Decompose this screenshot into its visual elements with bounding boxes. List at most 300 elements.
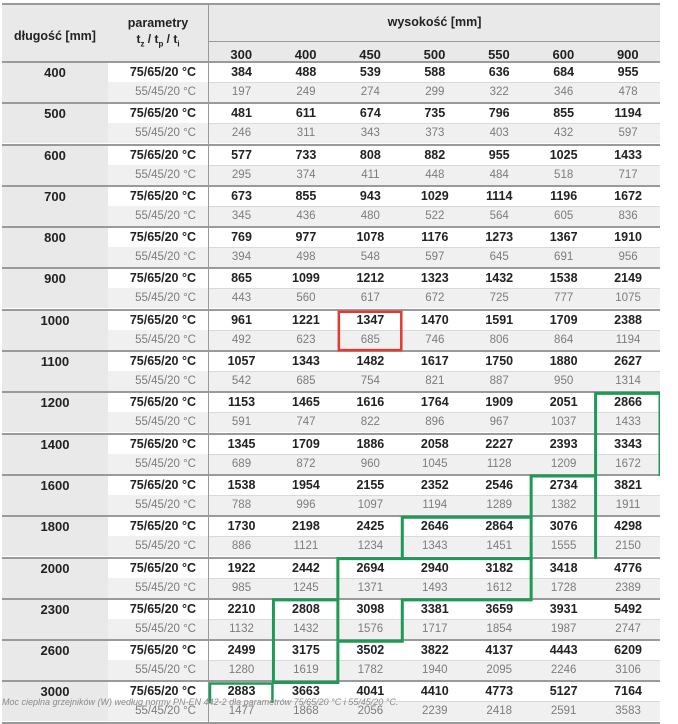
- value-cell-secondary: 864: [554, 333, 574, 346]
- value-cell-primary: 955: [488, 147, 510, 162]
- value-cell-secondary: 522: [425, 209, 445, 222]
- param-secondary: 55/45/20 °C: [108, 578, 208, 598]
- value-cell-primary: 808: [359, 147, 381, 162]
- value-cell-primary: 2546: [485, 477, 514, 492]
- value-cell-secondary: 1194: [615, 333, 641, 346]
- value-cell-secondary: 605: [554, 209, 574, 222]
- value-cell-secondary: 956: [618, 251, 638, 264]
- value-cell-secondary: 1612: [486, 581, 513, 594]
- value-cell-primary: 4776: [614, 560, 642, 575]
- value-cell-secondary: 345: [231, 209, 252, 222]
- length-cell-bg: [2, 536, 108, 556]
- value-cell-primary: 1709: [292, 436, 320, 451]
- value-cell-primary: 3822: [420, 643, 449, 658]
- value-cell-secondary: 197: [231, 86, 252, 98]
- value-cell-secondary: 1854: [486, 622, 513, 635]
- param-secondary: 55/45/20 °C: [108, 412, 208, 432]
- value-cell-primary: 2058: [420, 436, 449, 451]
- value-cell-secondary: 1576: [357, 622, 384, 635]
- length-cell: 2000: [2, 559, 108, 578]
- value-cell-secondary: 1619: [293, 664, 319, 677]
- table-row-group: [2, 63, 660, 104]
- value-cell-secondary: 597: [618, 127, 638, 140]
- value-cell-primary: 1482: [356, 354, 385, 369]
- value-cell-secondary: 1782: [357, 664, 384, 677]
- value-cell-secondary: 1132: [229, 622, 254, 635]
- value-cell-secondary: 249: [296, 86, 316, 98]
- height-column-600: 600: [552, 47, 575, 62]
- value-cell-primary: 2694: [356, 560, 385, 575]
- value-cell-secondary: 1209: [550, 457, 577, 470]
- length-cell: 1800: [2, 517, 108, 536]
- param-primary: 75/65/20 °C: [129, 188, 196, 203]
- value-cell-secondary: 1280: [228, 664, 255, 677]
- value-cell-secondary: 2056: [357, 705, 384, 718]
- value-cell-secondary: 2389: [615, 581, 641, 594]
- length-cell-bg: [2, 82, 108, 102]
- value-cell-secondary: 1194: [422, 498, 448, 511]
- value-cell-primary: 1273: [485, 230, 514, 245]
- value-cell-primary: 1057: [227, 354, 256, 369]
- value-cell-secondary: 1314: [615, 375, 641, 388]
- length-cell-bg: [2, 454, 108, 474]
- value-cell-primary: 3931: [549, 601, 578, 616]
- value-cell-secondary: 403: [489, 127, 509, 140]
- value-cell-primary: 2227: [485, 436, 514, 451]
- value-cell-secondary: 478: [618, 86, 638, 98]
- value-cell-secondary: 394: [231, 251, 252, 264]
- value-cell-primary: 3502: [356, 643, 385, 658]
- table-row-group: [2, 517, 660, 558]
- table-row-group: [2, 476, 660, 517]
- value-cell-primary: 1730: [227, 519, 256, 534]
- length-cell-bg: [2, 660, 108, 680]
- value-cell-primary: 796: [488, 106, 510, 121]
- value-cell-secondary: 597: [425, 251, 445, 264]
- value-cell-primary: 1886: [356, 436, 385, 451]
- param-secondary: 55/45/20 °C: [108, 619, 208, 639]
- value-cell-primary: 2425: [356, 519, 385, 534]
- value-cell-secondary: 886: [231, 540, 252, 553]
- length-cell-bg: [2, 619, 108, 639]
- param-secondary: 55/45/20 °C: [108, 536, 208, 556]
- value-cell-primary: 2210: [227, 601, 256, 616]
- value-cell-secondary: 717: [618, 168, 638, 181]
- parameters-formula: $t_z / t_p / t_i$: [136, 32, 180, 49]
- value-cell-primary: 673: [231, 188, 252, 203]
- value-cell-secondary: 299: [425, 86, 445, 98]
- value-cell-secondary: 967: [489, 416, 509, 429]
- value-cell-primary: 1347: [356, 312, 385, 327]
- value-cell-secondary: 691: [554, 251, 574, 264]
- value-cell-primary: 1465: [292, 395, 320, 410]
- value-cell-primary: 4773: [485, 684, 514, 699]
- value-cell-secondary: 747: [296, 416, 316, 429]
- param-primary: 75/65/20 °C: [129, 684, 196, 699]
- value-cell-secondary: 985: [231, 581, 252, 594]
- param-secondary: 55/45/20 °C: [108, 330, 208, 350]
- length-cell: 1200: [2, 393, 108, 412]
- value-cell-secondary: 1075: [615, 292, 641, 305]
- value-cell-secondary: 996: [296, 498, 316, 511]
- param-secondary: 55/45/20 °C: [108, 495, 208, 515]
- value-cell-secondary: 1477: [228, 705, 255, 718]
- value-cell-primary: 1538: [227, 477, 256, 492]
- value-cell-primary: 3381: [420, 601, 449, 616]
- value-cell-primary: 5127: [549, 684, 578, 699]
- param-secondary: 55/45/20 °C: [108, 82, 208, 102]
- value-cell-secondary: 274: [360, 86, 380, 98]
- value-cell-secondary: 548: [360, 251, 380, 264]
- value-cell-secondary: 1037: [550, 416, 577, 429]
- param-secondary: 55/45/20 °C: [108, 247, 208, 267]
- height-column-500: 500: [423, 47, 446, 62]
- value-cell-secondary: 1493: [421, 581, 448, 594]
- value-cell-primary: 7164: [614, 684, 642, 699]
- value-cell-secondary: 2246: [550, 664, 577, 677]
- table-row-group: [2, 187, 660, 228]
- value-cell-primary: 5492: [614, 601, 642, 616]
- value-cell-primary: 3175: [292, 643, 320, 658]
- value-cell-primary: 2198: [292, 519, 320, 534]
- value-cell-primary: 4137: [485, 643, 514, 658]
- value-cell-primary: 855: [295, 188, 317, 203]
- value-cell-secondary: 411: [361, 168, 380, 181]
- param-primary: 75/65/20 °C: [129, 601, 196, 616]
- value-cell-secondary: 311: [296, 127, 316, 140]
- value-cell-secondary: 2591: [550, 705, 577, 718]
- value-cell-primary: 2646: [420, 519, 449, 534]
- value-cell-secondary: 1382: [550, 498, 577, 511]
- value-cell-secondary: 1868: [293, 705, 319, 718]
- value-cell-primary: 1194: [614, 106, 642, 121]
- value-cell-secondary: 346: [554, 86, 574, 98]
- table-row-group: [2, 311, 660, 352]
- value-cell-primary: 1114: [486, 188, 513, 203]
- value-cell-primary: 2352: [420, 477, 449, 492]
- value-cell-primary: 2393: [549, 436, 578, 451]
- length-cell-bg: [2, 330, 108, 350]
- value-cell-primary: 1029: [420, 188, 449, 203]
- value-cell-primary: 961: [231, 312, 252, 327]
- length-cell-bg: [2, 495, 108, 515]
- value-cell-primary: 865: [231, 271, 252, 286]
- value-cell-secondary: 2418: [486, 705, 513, 718]
- value-cell-secondary: 246: [231, 127, 252, 140]
- param-primary: 75/65/20 °C: [129, 436, 196, 451]
- table-row-group: [2, 559, 660, 600]
- value-cell-secondary: 1121: [293, 540, 319, 553]
- value-cell-primary: 539: [359, 65, 381, 79]
- value-cell-primary: 977: [295, 230, 317, 245]
- value-cell-primary: 2627: [614, 354, 642, 369]
- value-cell-primary: 577: [231, 147, 252, 162]
- value-cell-primary: 1470: [420, 312, 449, 327]
- param-secondary: 55/45/20 °C: [108, 701, 208, 721]
- param-primary: 75/65/20 °C: [129, 147, 196, 162]
- length-cell-bg: [2, 123, 108, 143]
- parameters-label: parametry: [127, 16, 189, 30]
- value-cell-secondary: 2095: [486, 664, 513, 677]
- value-cell-primary: 1323: [420, 271, 449, 286]
- value-cell-secondary: 591: [231, 416, 252, 429]
- value-cell-secondary: 1245: [293, 581, 319, 594]
- value-cell-primary: 1025: [549, 147, 578, 162]
- value-cell-primary: 2883: [227, 684, 256, 699]
- table-row-group: [2, 146, 660, 187]
- value-cell-primary: 1880: [549, 354, 578, 369]
- height-column-900: 900: [616, 47, 639, 62]
- value-cell-secondary: 1097: [357, 498, 384, 511]
- param-primary: 75/65/20 °C: [129, 312, 196, 327]
- param-primary: 75/65/20 °C: [129, 643, 196, 658]
- value-cell-secondary: 480: [360, 209, 380, 222]
- value-cell-secondary: 1555: [550, 540, 577, 553]
- value-cell-primary: 2866: [614, 395, 642, 410]
- value-cell-secondary: 374: [296, 168, 316, 181]
- value-cell-secondary: 685: [296, 375, 316, 388]
- height-column-400: 400: [294, 47, 317, 62]
- length-cell: 1600: [2, 476, 108, 495]
- length-cell: 1100: [2, 352, 108, 371]
- value-cell-secondary: 1343: [421, 540, 448, 553]
- height-group-header: wysokość [mm]: [387, 15, 482, 29]
- value-cell-primary: 3659: [485, 601, 514, 616]
- value-cell-secondary: 492: [231, 333, 252, 346]
- value-cell-primary: 1750: [485, 354, 514, 369]
- value-cell-primary: 1099: [292, 271, 320, 286]
- value-cell-secondary: 623: [296, 333, 316, 346]
- parameters-column-header: [108, 15, 208, 52]
- length-cell-bg: [2, 206, 108, 226]
- value-cell-secondary: 1911: [615, 498, 641, 511]
- value-cell-primary: 2155: [356, 477, 385, 492]
- value-cell-secondary: 836: [618, 209, 638, 222]
- height-column-550: 550: [488, 47, 510, 62]
- value-cell-secondary: 689: [231, 457, 252, 470]
- value-cell-primary: 1591: [485, 312, 514, 327]
- length-cell-bg: [2, 288, 108, 308]
- value-cell-secondary: 322: [489, 86, 509, 98]
- value-cell-primary: 3663: [292, 684, 320, 699]
- value-cell-primary: 735: [424, 106, 446, 121]
- value-cell-secondary: 1432: [293, 622, 319, 635]
- length-cell: 400: [2, 63, 108, 82]
- value-cell-primary: 2499: [227, 643, 256, 658]
- value-cell-primary: 2940: [420, 560, 449, 575]
- value-cell-secondary: 950: [554, 375, 574, 388]
- value-cell-secondary: 2747: [615, 622, 641, 635]
- value-cell-primary: 4041: [356, 684, 385, 699]
- table-body: [2, 63, 660, 724]
- value-cell-secondary: 1672: [615, 457, 641, 470]
- value-cell-primary: 3418: [549, 560, 578, 575]
- height-column-300: 300: [230, 47, 253, 62]
- table-row-group: [2, 228, 660, 269]
- value-cell-primary: 1538: [549, 271, 578, 286]
- value-cell-secondary: 1728: [550, 581, 577, 594]
- value-cell-primary: 4443: [549, 643, 578, 658]
- length-cell: 2300: [2, 600, 108, 619]
- value-cell-secondary: 685: [360, 333, 380, 346]
- param-secondary: 55/45/20 °C: [108, 660, 208, 680]
- value-cell-primary: 1432: [485, 271, 514, 286]
- value-cell-secondary: 672: [425, 292, 445, 305]
- value-cell-secondary: 1433: [615, 416, 641, 429]
- length-cell: 500: [2, 104, 108, 123]
- table-row-group: [2, 435, 660, 476]
- param-secondary: 55/45/20 °C: [108, 206, 208, 226]
- param-primary: 75/65/20 °C: [129, 230, 196, 245]
- value-cell-primary: 3821: [614, 477, 642, 492]
- value-cell-secondary: 560: [296, 292, 316, 305]
- table-header: [2, 5, 660, 63]
- value-cell-secondary: 2150: [615, 540, 641, 553]
- value-cell-secondary: 432: [554, 127, 574, 140]
- value-cell-primary: 384: [231, 65, 252, 79]
- value-cell-secondary: 896: [425, 416, 445, 429]
- value-cell-primary: 1616: [356, 395, 385, 410]
- value-cell-secondary: 1045: [421, 457, 448, 470]
- output-table-container: [2, 3, 660, 724]
- value-cell-primary: 1153: [227, 395, 256, 410]
- value-cell-primary: 488: [295, 65, 317, 79]
- value-cell-primary: 1221: [292, 312, 320, 327]
- value-cell-primary: 611: [295, 106, 316, 121]
- value-cell-primary: 6209: [614, 643, 642, 658]
- value-cell-primary: 2149: [614, 271, 642, 286]
- value-cell-secondary: 295: [231, 168, 252, 181]
- value-cell-secondary: 542: [231, 375, 252, 388]
- value-cell-secondary: 3583: [615, 705, 641, 718]
- value-cell-primary: 2442: [292, 560, 320, 575]
- value-cell-primary: 588: [424, 65, 446, 79]
- value-cell-primary: 2734: [549, 477, 578, 492]
- value-cell-secondary: 1451: [486, 540, 513, 553]
- value-cell-primary: 2051: [549, 395, 578, 410]
- value-cell-primary: 1345: [227, 436, 256, 451]
- param-secondary: 55/45/20 °C: [108, 123, 208, 143]
- length-cell: 600: [2, 146, 108, 165]
- value-cell-primary: 1433: [614, 147, 642, 162]
- value-cell-primary: 4410: [420, 684, 449, 699]
- length-cell-bg: [2, 412, 108, 432]
- footnote: Moc cieplna grzejników (W) według normy PN-EN 442-2 dla parametrów 75/65/20 °C i 55/45/20 °C.: [2, 697, 399, 707]
- value-cell-secondary: 3106: [615, 664, 641, 677]
- length-cell-bg: [2, 371, 108, 391]
- value-cell-secondary: 1987: [550, 622, 577, 635]
- length-cell: 3000: [2, 682, 108, 701]
- param-primary: 75/65/20 °C: [129, 354, 196, 369]
- value-cell-primary: 1709: [549, 312, 578, 327]
- value-cell-primary: 636: [488, 65, 510, 79]
- param-secondary: 55/45/20 °C: [108, 288, 208, 308]
- param-primary: 75/65/20 °C: [129, 560, 196, 575]
- value-cell-primary: 4298: [614, 519, 642, 534]
- value-cell-primary: 3182: [485, 560, 514, 575]
- value-cell-primary: 1212: [356, 271, 385, 286]
- param-primary: 75/65/20 °C: [129, 271, 196, 286]
- value-cell-primary: 1764: [420, 395, 449, 410]
- value-cell-secondary: 777: [554, 292, 574, 305]
- value-cell-primary: 1909: [485, 395, 514, 410]
- value-cell-secondary: 2239: [421, 705, 448, 718]
- value-cell-primary: 943: [359, 188, 381, 203]
- value-cell-secondary: 822: [360, 416, 380, 429]
- value-cell-secondary: 617: [360, 292, 380, 305]
- value-cell-primary: 1672: [614, 188, 642, 203]
- value-cell-primary: 1910: [614, 230, 642, 245]
- length-cell: 900: [2, 269, 108, 288]
- length-cell: 800: [2, 228, 108, 247]
- value-cell-secondary: 343: [360, 127, 380, 140]
- value-cell-primary: 674: [359, 106, 381, 121]
- param-primary: 75/65/20 °C: [129, 477, 196, 492]
- length-cell: 700: [2, 187, 108, 206]
- param-primary: 75/65/20 °C: [129, 519, 196, 534]
- table-row-group: [2, 269, 660, 310]
- length-column-header: długość [mm]: [14, 29, 96, 43]
- value-cell-secondary: 645: [489, 251, 509, 264]
- table-row-group: [2, 641, 660, 682]
- table-row-group: [2, 393, 660, 434]
- value-cell-primary: 733: [295, 147, 317, 162]
- value-cell-secondary: 746: [425, 333, 445, 346]
- value-cell-secondary: 518: [554, 168, 574, 181]
- value-cell-primary: 1343: [292, 354, 320, 369]
- heat-output-table: [2, 3, 660, 724]
- value-cell-secondary: 1289: [486, 498, 513, 511]
- value-cell-primary: 3343: [614, 436, 642, 451]
- value-cell-secondary: 887: [489, 375, 509, 388]
- value-cell-secondary: 725: [489, 292, 509, 305]
- value-cell-secondary: 1940: [421, 664, 448, 677]
- param-primary: 75/65/20 °C: [129, 106, 196, 121]
- value-cell-primary: 3098: [356, 601, 385, 616]
- value-cell-primary: 3076: [549, 519, 578, 534]
- value-cell-primary: 1954: [292, 477, 320, 492]
- value-cell-secondary: 806: [489, 333, 509, 346]
- value-cell-secondary: 960: [360, 457, 380, 470]
- table-row-group: [2, 352, 660, 393]
- value-cell-primary: 1176: [421, 230, 449, 245]
- value-cell-secondary: 821: [425, 375, 445, 388]
- value-cell-secondary: 872: [296, 457, 316, 470]
- length-cell-bg: [2, 578, 108, 598]
- value-cell-primary: 769: [231, 230, 252, 245]
- table-row-group: [2, 104, 660, 145]
- height-column-450: 450: [359, 47, 381, 62]
- table-row-group: [2, 600, 660, 641]
- value-cell-secondary: 448: [425, 168, 445, 181]
- value-cell-secondary: 1717: [421, 622, 448, 635]
- value-cell-secondary: 1234: [357, 540, 384, 553]
- param-secondary: 55/45/20 °C: [108, 454, 208, 474]
- length-cell-bg: [2, 165, 108, 185]
- value-cell-primary: 1367: [549, 230, 578, 245]
- length-cell: 1000: [2, 311, 108, 330]
- value-cell-secondary: 754: [360, 375, 380, 388]
- length-cell-bg: [2, 247, 108, 267]
- value-cell-secondary: 788: [231, 498, 252, 511]
- value-cell-secondary: 564: [489, 209, 509, 222]
- value-cell-primary: 2808: [292, 601, 320, 616]
- value-cell-secondary: 498: [296, 251, 316, 264]
- value-cell-primary: 1078: [356, 230, 385, 245]
- length-cell: 1400: [2, 435, 108, 454]
- value-cell-secondary: 443: [231, 292, 252, 305]
- value-cell-primary: 2864: [485, 519, 514, 534]
